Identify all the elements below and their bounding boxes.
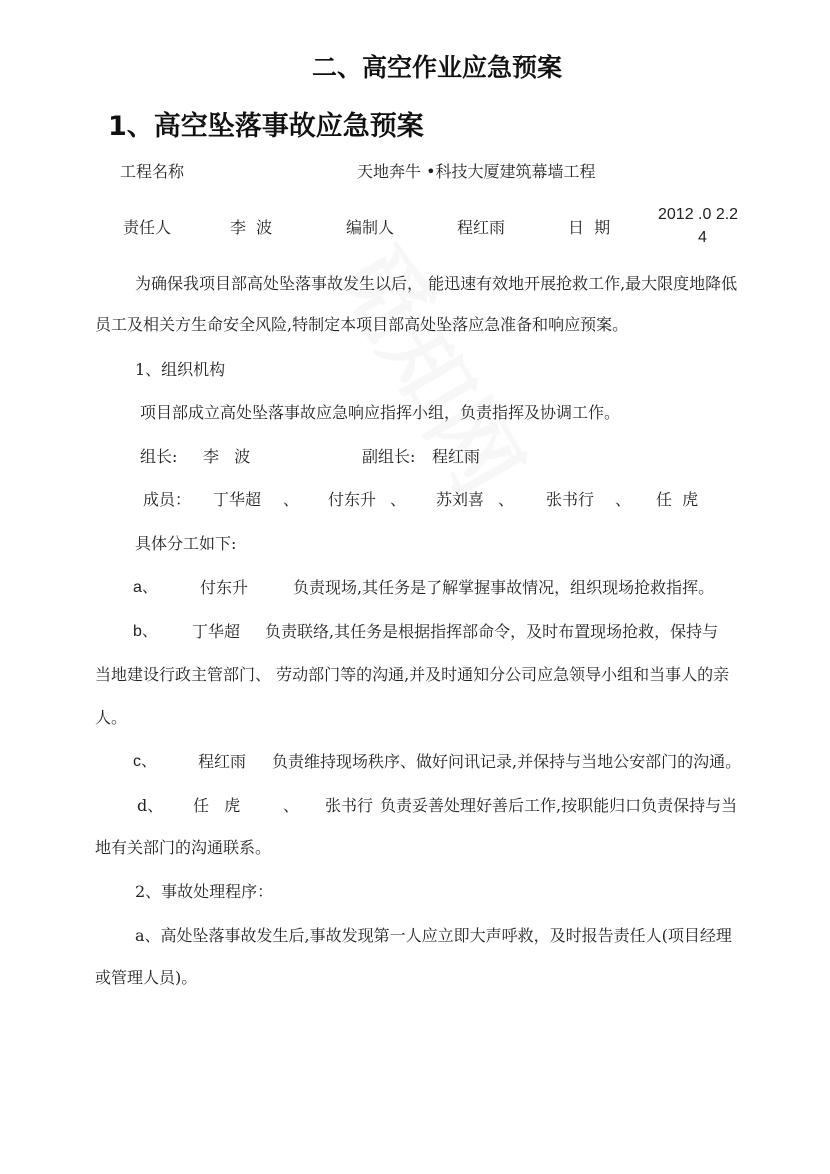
item-name: 付东升 (200, 578, 249, 597)
item-text: 地有关部门的沟通联系。 (95, 838, 272, 857)
subheading: 2、事故处理程序： (135, 882, 274, 901)
item-text: 人。 (95, 708, 128, 727)
paragraph-line: 项目部成立高处坠落事故应急响应指挥小组，负责指挥及协调工作。 (140, 403, 621, 422)
item-name: 任 虎 (193, 796, 241, 815)
leader-name: 李 波 (203, 447, 251, 466)
subheading: 1、组织机构 (135, 360, 226, 379)
item-mark: d、 (137, 796, 164, 815)
item-name: 张书行 (325, 796, 374, 815)
members-label: 成员： (143, 490, 192, 509)
separator: 、 (498, 490, 515, 509)
date-label: 日 期 (568, 218, 611, 237)
member-name: 任 虎 (656, 490, 699, 509)
owner-value: 李 波 (230, 218, 273, 237)
paragraph-line: a、高处坠落事故发生后,事故发现第一人应立即大声呼救，及时报告责任人(项目经理 (135, 926, 732, 945)
document-title: 二、高空作业应急预案 (312, 53, 563, 82)
paragraph-line: 具体分工如下: (135, 534, 237, 553)
item-text: 负责维持现场秩序、做好问讯记录,并保持与当地公安部门的沟通。 (272, 752, 742, 771)
deputy-name: 程红雨 (432, 447, 481, 466)
item-mark: b、 (133, 623, 158, 640)
item-text: 负责联络,其任务是根据指挥部命令，及时布置现场抢救，保持与 (265, 622, 719, 641)
item-name: 程红雨 (198, 752, 247, 771)
item-text: 当地建设行政主管部门、 劳动部门等的沟通,并及时通知分公司应急领导小组和当事人的亲 (95, 665, 730, 684)
paragraph-line: 或管理人员)。 (95, 968, 198, 987)
separator: 、 (283, 490, 300, 509)
leader-label: 组长: (140, 447, 178, 466)
separator: 、 (615, 490, 632, 509)
member-name: 丁华超 (213, 490, 262, 509)
date-value-line2: 4 (698, 229, 707, 246)
deputy-label: 副组长: (362, 447, 416, 466)
separator: 、 (390, 490, 407, 509)
item-text: 负责妥善处理好善后工作,按职能归口负责保持与当 (380, 796, 738, 815)
editor-value: 程红雨 (457, 218, 506, 237)
item-name: 丁华超 (192, 622, 241, 641)
item-text: 负责现场,其任务是了解掌握事故情况，组织现场抢救指挥。 (293, 578, 715, 597)
owner-label: 责任人 (123, 218, 172, 237)
section-heading: 1、高空坠落事故应急预案 (108, 111, 424, 142)
separator: 、 (283, 796, 300, 815)
item-mark: a、 (133, 579, 158, 596)
date-value-line1: 2012 .0 2.2 (658, 206, 739, 223)
member-name: 付东升 (328, 490, 377, 509)
editor-label: 编制人 (346, 218, 395, 237)
member-name: 苏刘喜 (436, 490, 485, 509)
member-name: 张书行 (546, 490, 595, 509)
item-mark: c、 (133, 753, 158, 770)
project-label: 工程名称 (120, 162, 185, 181)
project-value: 天地奔牛 •科技大厦建筑幕墙工程 (357, 162, 596, 181)
paragraph-line: 为确保我项目部高处坠落事故发生以后， 能迅速有效地开展抢救工作,最大限度地降低 (135, 274, 738, 293)
watermark (311, 216, 559, 515)
paragraph-line: 员工及相关方生命安全风险,特制定本项目部高处坠落应急准备和响应预案。 (95, 315, 629, 334)
